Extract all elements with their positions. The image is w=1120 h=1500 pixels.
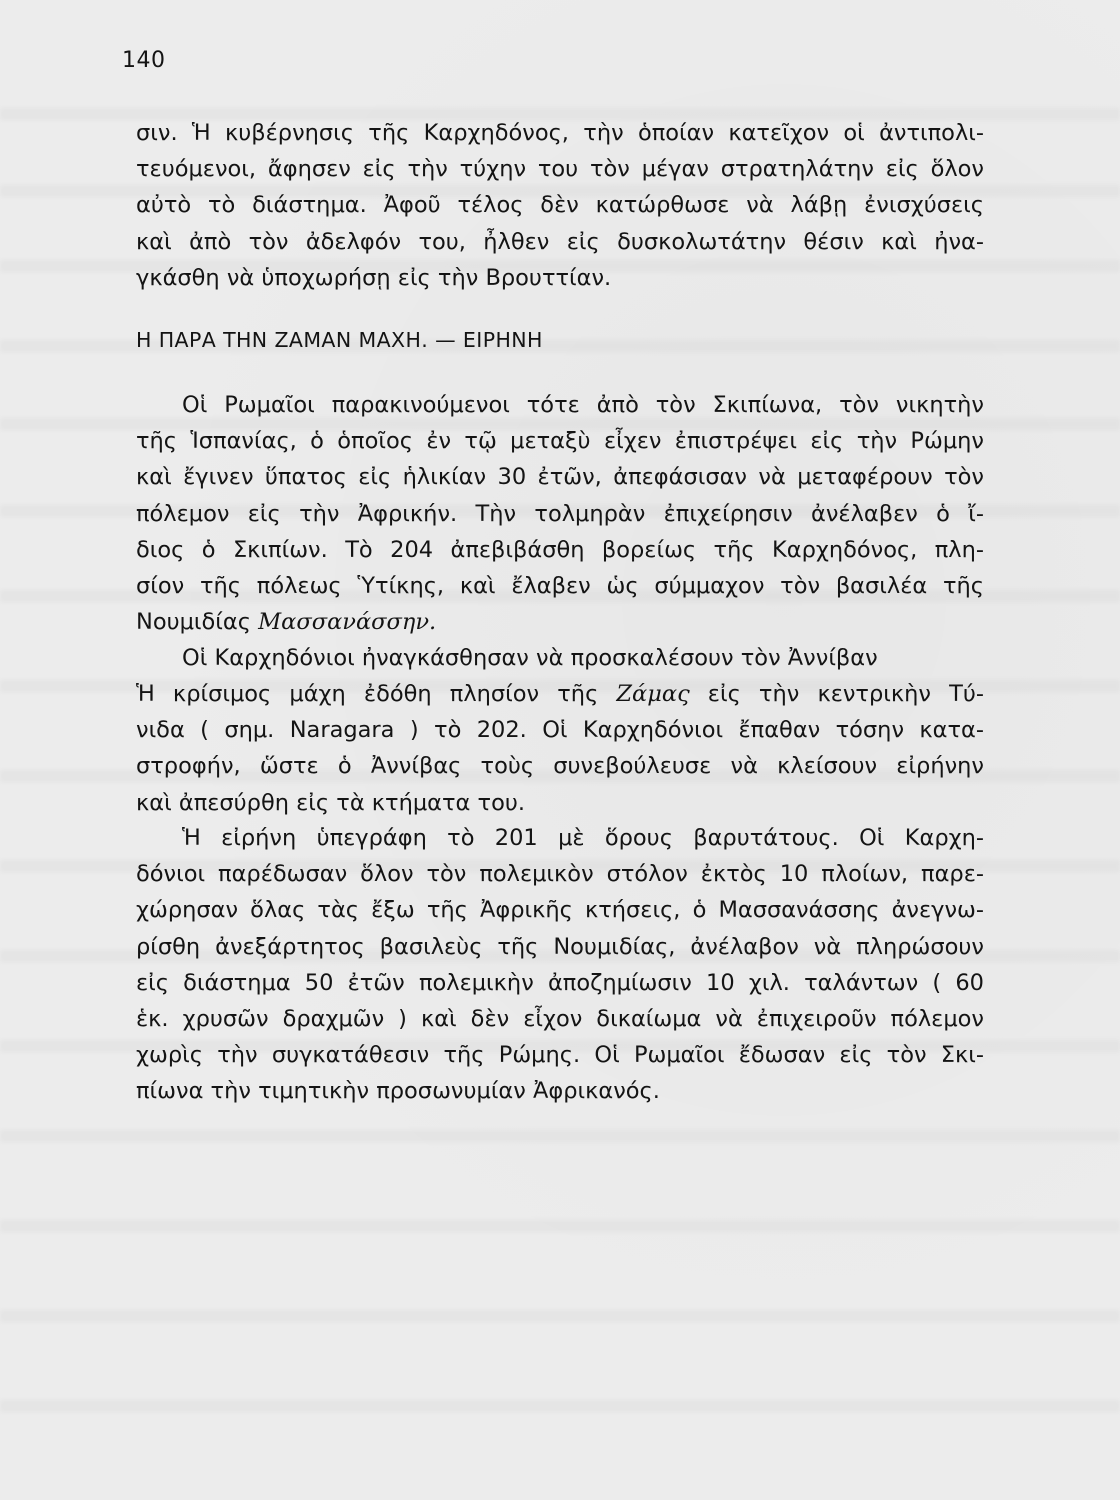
text-run: Ἡ κρίσιμος μάχη ἐδόθη πλησίον τῆς: [136, 681, 617, 707]
page-number: 140: [122, 48, 166, 73]
text-line: πίωνα τὴν τιμητικὴν προσωνυμίαν Ἀφρικανός.: [136, 1078, 660, 1105]
text-line: πόλεμον εἰς τὴν Ἀφρικήν. Τὴν τολμηρὰν ἐπιχείρησιν ἀνέλαβεν ὁ ἴ-: [136, 500, 984, 527]
paragraph-intro: [136, 115, 984, 296]
text-line: ἑκ. χρυσῶν δραχμῶν ) καὶ δὲν εἶχον δικαίωμα νὰ ἐπιχειροῦν πόλεμον: [136, 1006, 984, 1033]
text-line: εἰς διάστημα 50 ἐτῶν πολεμικὴν ἀποζημίωσιν 10 χιλ. ταλάντων ( 60: [136, 969, 984, 996]
text-line: καὶ ἀπεσύρθη εἰς τὰ κτήματα του.: [136, 789, 526, 816]
paragraph-zama-battle: [136, 676, 984, 821]
italic-place: Ζάμας: [616, 681, 690, 707]
paragraph-scipio: [136, 387, 984, 640]
text-run: Νουμιδίας: [136, 609, 259, 636]
text-line: δόνιοι παρέδωσαν ὅλον τὸν πολεμικὸν στόλον ἐκτὸς 10 πλοίων, παρε-: [136, 861, 984, 888]
text-line: τευόμενοι, ἄφησεν εἰς τὴν τύχην του τὸν μέγαν στρατηλάτην εἰς ὅλον: [136, 156, 984, 183]
text-line: σίον τῆς πόλεως Ὑτίκης, καὶ ἔλαβεν ὡς σύμμαχον τὸν βασιλέα τῆς: [136, 573, 984, 600]
text-line: χωρὶς τὴν συγκατάθεσιν τῆς Ρώμης. Οἱ Ρωμαῖοι ἔδωσαν εἰς τὸν Σκι-: [136, 1042, 984, 1069]
text-line: χώρησαν ὅλας τὰς ἔξω τῆς Ἀφρικῆς κτήσεις, ὁ Μασσανάσσης ἀνεγνω-: [136, 897, 984, 924]
text-line: αὐτὸ τὸ διάστημα. Ἀφοῦ τέλος δὲν κατώρθωσε νὰ λάβῃ ἐνισχύσεις: [136, 192, 984, 219]
paragraph-peace-terms: [136, 820, 984, 1110]
text-run: εἰς τὴν κεντρικὴν Τύ-: [689, 681, 984, 707]
text-line: Οἱ Καρχηδόνιοι ἠναγκάσθησαν νὰ προσκαλέσουν τὸν Ἀννίβαν: [182, 645, 878, 671]
text-line: διος ὁ Σκιπίων. Τὸ 204 ἀπεβιβάσθη βορείως τῆς Καρχηδόνος, πλη-: [136, 536, 984, 563]
text-line: καὶ ἀπὸ τὸν ἀδελφόν του, ἦλθεν εἰς δυσκολωτάτην θέσιν καὶ ἠνα-: [136, 228, 984, 255]
text-line: σιν. Ἡ κυβέρνησις τῆς Καρχηδόνος, τὴν ὁποίαν κατεῖχον οἱ ἀντιπολι-: [136, 120, 984, 146]
text-line: καὶ ἔγινεν ὕπατος εἰς ἡλικίαν 30 ἐτῶν, ἀπεφάσισαν νὰ μεταφέρουν τὸν: [136, 464, 984, 491]
text-line: στροφήν, ὥστε ὁ Ἀννίβας τοὺς συνεβούλευσε νὰ κλείσουν εἰρήνην: [136, 753, 984, 780]
text-line: νιδα ( σημ. Naragara ) τὸ 202. Οἱ Καρχηδόνιοι ἔπαθαν τόσην κατα-: [136, 717, 984, 744]
text-line: [136, 604, 984, 640]
section-heading: Η ΠΑΡΑ ΤΗΝ ΖΑΜΑΝ ΜΑΧΗ. — ΕΙΡΗΝΗ: [136, 328, 543, 352]
text-line: ρίσθη ἀνεξάρτητος βασιλεὺς τῆς Νουμιδίας, ἀνέλαβον νὰ πληρώσουν: [136, 933, 984, 960]
text-line: [136, 676, 984, 712]
italic-name: Μασσανάσσην.: [258, 609, 437, 636]
text-line: γκάσθη νὰ ὑποχωρήσῃ εἰς τὴν Βρουττίαν.: [136, 264, 612, 291]
text-line: Οἱ Ρωμαῖοι παρακινούμενοι τότε ἀπὸ τὸν Σκιπίωνα, τὸν νικητὴν: [182, 392, 984, 418]
text-line: Ἡ εἰρήνη ὑπεγράφη τὸ 201 μὲ ὅρους βαρυτάτους. Οἱ Καρχη-: [182, 825, 984, 851]
paragraph-hannibal-recall: [136, 640, 984, 676]
text-line: τῆς Ἱσπανίας, ὁ ὁποῖος ἐν τῷ μεταξὺ εἶχεν ἐπιστρέψει εἰς τὴν Ρώμην: [136, 428, 984, 455]
